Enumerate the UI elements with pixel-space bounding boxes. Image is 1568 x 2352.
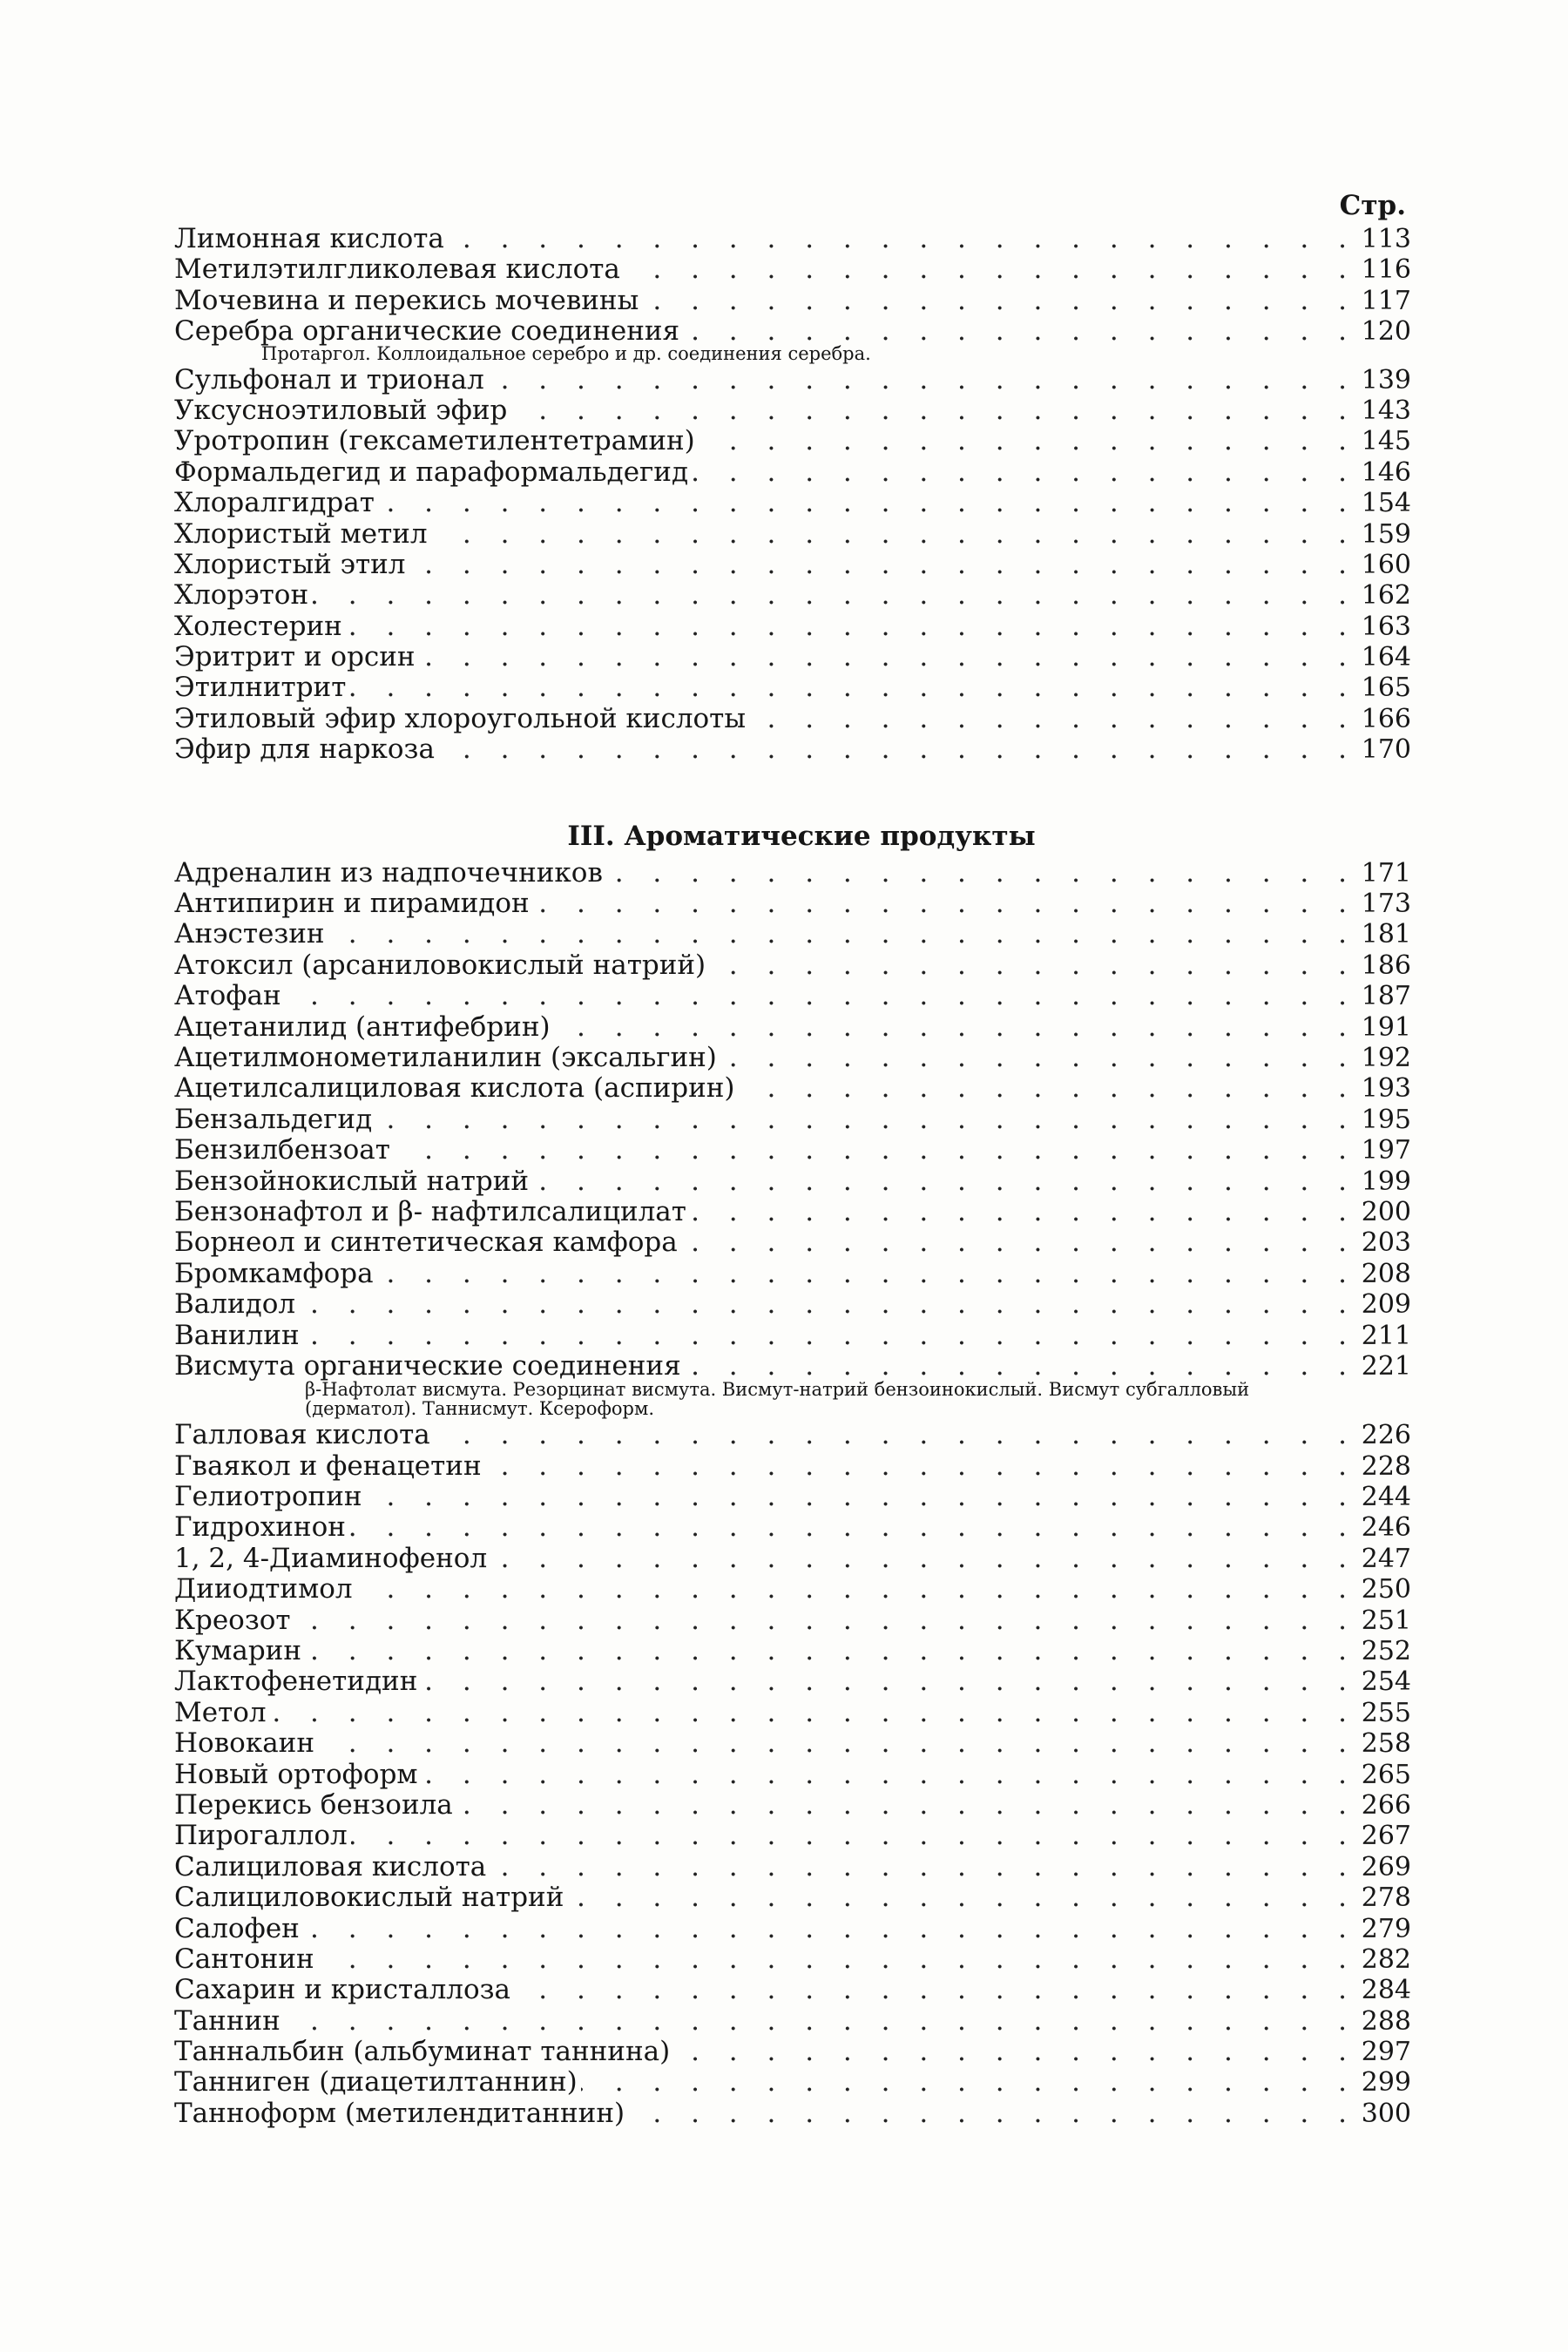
dot-leader (510, 395, 1357, 426)
toc-entry-page: 186 (1361, 950, 1411, 981)
toc-entry-title: Ацетилмонометиланилин (эксальгин) (174, 1041, 717, 1073)
toc-entry-title: Сульфонал и трионал (174, 363, 484, 395)
toc-entry (174, 981, 1411, 1011)
toc-entry-title: Анэстезин (174, 918, 325, 950)
toc-entry-page: 250 (1361, 1574, 1411, 1605)
toc-entry (174, 950, 1411, 981)
toc-entry-title: Хлористый метил (174, 517, 428, 550)
toc-entry (174, 254, 1411, 285)
toc-entry-page: 145 (1361, 426, 1411, 457)
toc-entry (174, 224, 1411, 254)
toc-entry-title: Борнеол и синтетическая камфора (174, 1227, 678, 1259)
toc-entry-page: 209 (1361, 1289, 1411, 1321)
dot-leader (421, 1666, 1357, 1697)
section-title: III. Ароматические продукты (567, 820, 1036, 852)
toc-entry-title: Метилэтилгликолевая кислота (174, 253, 620, 286)
toc-entry-page: 284 (1361, 1975, 1411, 2006)
dot-leader (690, 1197, 1357, 1227)
toc-entry-page: 113 (1361, 224, 1411, 254)
toc-entry-title: Уротропин (гексаметилентетрамин) (174, 425, 695, 457)
dot-leader (294, 1605, 1357, 1636)
toc-entry-page: 199 (1361, 1166, 1411, 1197)
toc-entry-title: Валидол (174, 1288, 296, 1321)
dot-leader (349, 1512, 1357, 1543)
toc-part1-list (174, 224, 1411, 766)
dot-leader (685, 1351, 1357, 1382)
toc-entry (174, 1821, 1411, 1851)
toc-entry-title: Эритрит и орсин (174, 641, 416, 673)
toc-entry-page: 269 (1361, 1851, 1411, 1882)
toc-entry-title: Ацетанилид (антифебрин) (174, 1010, 551, 1043)
toc-entry (174, 580, 1411, 611)
dot-leader (681, 1227, 1357, 1258)
toc-entry (174, 1105, 1411, 1135)
toc-entry-title: Пирогаллол (174, 1820, 348, 1852)
toc-entry (174, 2099, 1411, 2129)
toc-entry (174, 1666, 1411, 1697)
dot-leader (305, 1636, 1357, 1666)
toc-entry-page: 251 (1361, 1605, 1411, 1636)
toc-entry (174, 1351, 1411, 1382)
toc-entry-page: 288 (1361, 2005, 1411, 2037)
toc-entry-page: 267 (1361, 1821, 1411, 1852)
toc-entry-page: 244 (1361, 1482, 1411, 1513)
toc-entry-page: 192 (1361, 1042, 1411, 1073)
dot-leader (377, 1259, 1357, 1289)
toc-entry-page: 116 (1361, 254, 1411, 286)
dot-leader (285, 981, 1357, 1011)
toc-entry-page: 299 (1361, 2067, 1411, 2099)
section-spacer (174, 766, 1411, 818)
toc-entry (174, 612, 1411, 642)
toc-entry (174, 1166, 1411, 1197)
toc-entry-page: 226 (1361, 1420, 1411, 1451)
dot-leader (720, 1043, 1357, 1073)
toc-entry-page: 159 (1361, 518, 1411, 550)
dot-leader (434, 1420, 1357, 1450)
toc-entry (174, 1728, 1411, 1759)
toc-entry (174, 642, 1411, 672)
toc-entry-title: Салофен (174, 1912, 300, 1944)
dot-leader (490, 1852, 1357, 1882)
toc-entry-page: 203 (1361, 1227, 1411, 1259)
toc-entry (174, 734, 1411, 765)
dot-leader (346, 612, 1357, 642)
toc-entry-page: 282 (1361, 1943, 1411, 1975)
toc-entry-title: Атоксил (арсаниловокислый натрий) (174, 949, 706, 981)
toc-entry-page: 165 (1361, 672, 1411, 704)
toc-entry-title: Гелиотропин (174, 1481, 362, 1513)
toc-entry-page: 187 (1361, 981, 1411, 1012)
toc-entry (174, 395, 1411, 426)
toc-entry-page: 171 (1361, 857, 1411, 889)
toc-entry-title: Бензойнокислый натрий (174, 1165, 530, 1197)
toc-entry (174, 2006, 1411, 2037)
dot-leader (533, 889, 1357, 919)
toc-entry-page: 170 (1361, 734, 1411, 766)
toc-entry (174, 1073, 1411, 1104)
toc-entry (174, 1944, 1411, 1975)
dot-leader (749, 704, 1357, 734)
toc-entry-title: Хлорэтон (174, 579, 309, 612)
toc-entry-page: 117 (1361, 285, 1411, 316)
dot-leader (303, 1914, 1357, 1944)
dot-leader (448, 224, 1357, 254)
toc-entry-title: Висмута органические соединения (174, 1349, 681, 1382)
toc-entry-title: 1, 2, 4-Диаминофенол (174, 1542, 488, 1574)
toc-entry-title: Эфир для наркоза (174, 733, 435, 766)
toc-entry-title: Дииодтимол (174, 1573, 353, 1605)
toc-entry (174, 426, 1411, 456)
toc-entry-title: Сахарин и кристаллоза (174, 1974, 511, 2006)
toc-entry-page: 254 (1361, 1666, 1411, 1698)
dot-leader (318, 1944, 1357, 1975)
toc-entry-title: Новый ортоформ (174, 1758, 418, 1790)
toc-entry-page: 154 (1361, 488, 1411, 519)
toc-entry-page: 120 (1361, 316, 1411, 348)
toc-entry (174, 1975, 1411, 2005)
toc-entry-title: Лимонная кислота (174, 223, 444, 254)
toc-entry-page: 193 (1361, 1073, 1411, 1105)
toc-entry (174, 704, 1411, 734)
toc-entry-title: Кумарин (174, 1635, 301, 1667)
dot-leader (375, 1105, 1357, 1135)
toc-entry-title: Гваякол и фенацетин (174, 1450, 482, 1482)
dot-leader (438, 734, 1357, 765)
dot-leader (642, 286, 1357, 316)
toc-entry-page: 252 (1361, 1636, 1411, 1667)
dot-leader (488, 365, 1357, 395)
dot-leader (378, 488, 1357, 518)
toc-entry-page: 200 (1361, 1196, 1411, 1227)
dot-leader (270, 1698, 1357, 1728)
toc-entry-page: 191 (1361, 1011, 1411, 1043)
dot-leader (409, 550, 1358, 580)
toc-entry-title: Салициловокислый натрий (174, 1882, 564, 1914)
toc-entry-page: 266 (1361, 1789, 1411, 1821)
toc-entry-page: 162 (1361, 580, 1411, 612)
toc-entry-page: 143 (1361, 395, 1411, 426)
toc-entry (174, 1197, 1411, 1227)
toc-entry-title: Лактофенетидин (174, 1666, 418, 1698)
toc-entry-title: Танниген (диацетилтаннин) (174, 2066, 578, 2099)
toc-entry (174, 1420, 1411, 1450)
toc-entry-title: Новокаин (174, 1727, 314, 1760)
toc-entry-title: Серебра органические соединения (174, 315, 680, 348)
toc-entry-page: 228 (1361, 1450, 1411, 1482)
toc-entry-title: Атофан (174, 980, 281, 1012)
toc-entry (174, 365, 1411, 395)
toc-entry (174, 1698, 1411, 1728)
dot-leader (699, 426, 1357, 456)
toc-entry (174, 1852, 1411, 1882)
toc-entry-title: Креозот (174, 1604, 291, 1636)
dot-leader (567, 1882, 1357, 1913)
toc-entry (174, 1227, 1411, 1258)
toc-entry-page: 173 (1361, 889, 1411, 920)
toc-entry (174, 1512, 1411, 1543)
dot-leader (490, 1544, 1357, 1574)
toc-entry (174, 1760, 1411, 1790)
toc-entry-page: 181 (1361, 919, 1411, 950)
toc-entry-page: 164 (1361, 642, 1411, 673)
toc-entry-page: 246 (1361, 1512, 1411, 1544)
toc-entry-title: Ванилин (174, 1319, 300, 1351)
toc-entry-title: Таннин (174, 2004, 280, 2037)
toc-entry-page: 279 (1361, 1913, 1411, 1944)
toc-entry (174, 1321, 1411, 1351)
toc-entry (174, 1882, 1411, 1913)
toc-entry-title: Антипирин и пирамидон (174, 888, 530, 920)
dot-leader (581, 2067, 1357, 2098)
dot-leader (431, 519, 1357, 550)
dot-leader (351, 1821, 1357, 1851)
toc-entry-title: Уксусноэтиловый эфир (174, 394, 508, 426)
dot-leader (606, 858, 1357, 889)
toc-entry (174, 1544, 1411, 1574)
toc-entry (174, 1790, 1411, 1821)
toc-entry-page: 163 (1361, 611, 1411, 642)
toc-entry-title: Формальдегид и параформальдегид (174, 456, 689, 488)
dot-leader (673, 2037, 1357, 2067)
toc-entry-title: Этиловый эфир хлороугольной кислоты (174, 702, 746, 734)
toc-entry-title: Сантонин (174, 1943, 314, 1975)
toc-entry-page: 146 (1361, 456, 1411, 488)
dot-leader (366, 1482, 1357, 1512)
dot-leader (419, 642, 1357, 672)
toc-subentry-note: Протаргол. Коллоидальное серебро и др. соединения серебра. (261, 342, 871, 364)
toc-entry-page: 160 (1361, 549, 1411, 580)
dot-leader (303, 1321, 1357, 1351)
toc-entry (174, 1605, 1411, 1636)
toc-entry (174, 1574, 1411, 1605)
toc-entry-title: Метол (174, 1696, 267, 1728)
toc-entry (174, 286, 1411, 316)
toc-entry-title: Бензилбензоат (174, 1134, 390, 1166)
dot-leader (709, 950, 1357, 981)
toc-entry (174, 672, 1411, 703)
toc-entry-page: 208 (1361, 1258, 1411, 1289)
toc-entry (174, 1043, 1411, 1073)
toc-entry-page: 221 (1361, 1350, 1411, 1382)
toc-entry-page: 197 (1361, 1135, 1411, 1166)
dot-leader (692, 457, 1357, 488)
toc-entry-title: Галловая кислота (174, 1419, 430, 1451)
toc-entry-page: 139 (1361, 364, 1411, 395)
toc-entry-title: Мочевина и перекись мочевины (174, 284, 639, 316)
toc-entry (174, 1135, 1411, 1166)
toc-entry (174, 2037, 1411, 2067)
toc-section3-list (174, 858, 1411, 2130)
page-column-header: Стр. (1339, 190, 1406, 221)
dot-leader (356, 1574, 1357, 1605)
toc-entry (174, 1289, 1411, 1320)
toc-entry (174, 550, 1411, 580)
dot-leader (349, 672, 1357, 703)
toc-entry-title: Перекись бензоила (174, 1788, 453, 1821)
toc-entry (174, 488, 1411, 518)
toc-entry-title: Бензонафтол и β- нафтилсалицилат (174, 1195, 686, 1227)
dot-leader (318, 1728, 1357, 1759)
dot-leader (328, 919, 1357, 950)
toc-entry-title: Холестерин (174, 610, 342, 642)
toc-entry-title: Хлористый этил (174, 548, 406, 580)
dot-leader (485, 1451, 1357, 1482)
toc-entry-page: 300 (1361, 2098, 1411, 2129)
toc-entry-page: 255 (1361, 1697, 1411, 1728)
dot-leader (514, 1975, 1357, 2005)
toc-entry-title: Этилнитрит (174, 672, 347, 704)
toc-entry-page: 265 (1361, 1759, 1411, 1790)
toc-entry-title: Адреналин из надпочечников (174, 856, 603, 889)
toc-entry (174, 1451, 1411, 1482)
toc-entry (174, 1259, 1411, 1289)
toc-entry-title: Таннoформ (метилендитаннин) (174, 2097, 625, 2129)
toc-entry-page: 247 (1361, 1543, 1411, 1574)
toc-entry-page: 297 (1361, 2037, 1411, 2068)
toc-entry (174, 1482, 1411, 1512)
dot-leader (394, 1135, 1357, 1166)
dot-leader (422, 1760, 1357, 1790)
toc-entry-page: 258 (1361, 1728, 1411, 1760)
dot-leader (739, 1073, 1357, 1104)
toc-entry (174, 889, 1411, 919)
toc-entry (174, 457, 1411, 488)
toc-entry-title: Ацетилсалициловая кислота (аспирин) (174, 1072, 735, 1105)
toc-entry (174, 858, 1411, 889)
toc-entry (174, 519, 1411, 550)
toc-entry-title: Таннальбин (альбуминат таннина) (174, 2036, 671, 2068)
dot-leader (628, 2099, 1357, 2129)
toc-entry (174, 1012, 1411, 1043)
dot-leader (456, 1790, 1357, 1821)
toc-entry (174, 2067, 1411, 2098)
toc-entry-title: Салициловая кислота (174, 1850, 487, 1882)
toc-entry-page: 166 (1361, 703, 1411, 734)
toc-entry (174, 1636, 1411, 1666)
toc-subentry-note: β-Нафтолат висмута. Резорцинат висмута. Висмут-натрий бензоинокислый. Висмут субгалловый (дерматол). Таннисмут. Ксероформ. (305, 1379, 1250, 1420)
dot-leader (284, 2006, 1357, 2037)
toc-entry (174, 919, 1411, 950)
toc-entry-title: Хлоралгидрат (174, 487, 375, 519)
toc-entry-page: 211 (1361, 1320, 1411, 1351)
dot-leader (532, 1166, 1357, 1197)
dot-leader (312, 580, 1357, 611)
dot-leader (554, 1012, 1357, 1043)
toc-entry-title: Бромкамфора (174, 1257, 374, 1289)
toc-entry-page: 195 (1361, 1104, 1411, 1135)
table-of-contents (174, 187, 1411, 2129)
dot-leader (624, 254, 1357, 285)
toc-entry-title: Гидрохинон (174, 1511, 346, 1544)
toc-entry-page: 278 (1361, 1882, 1411, 1914)
toc-entry (174, 1914, 1411, 1944)
dot-leader (299, 1289, 1357, 1320)
toc-entry-title: Бензальдегид (174, 1103, 373, 1135)
